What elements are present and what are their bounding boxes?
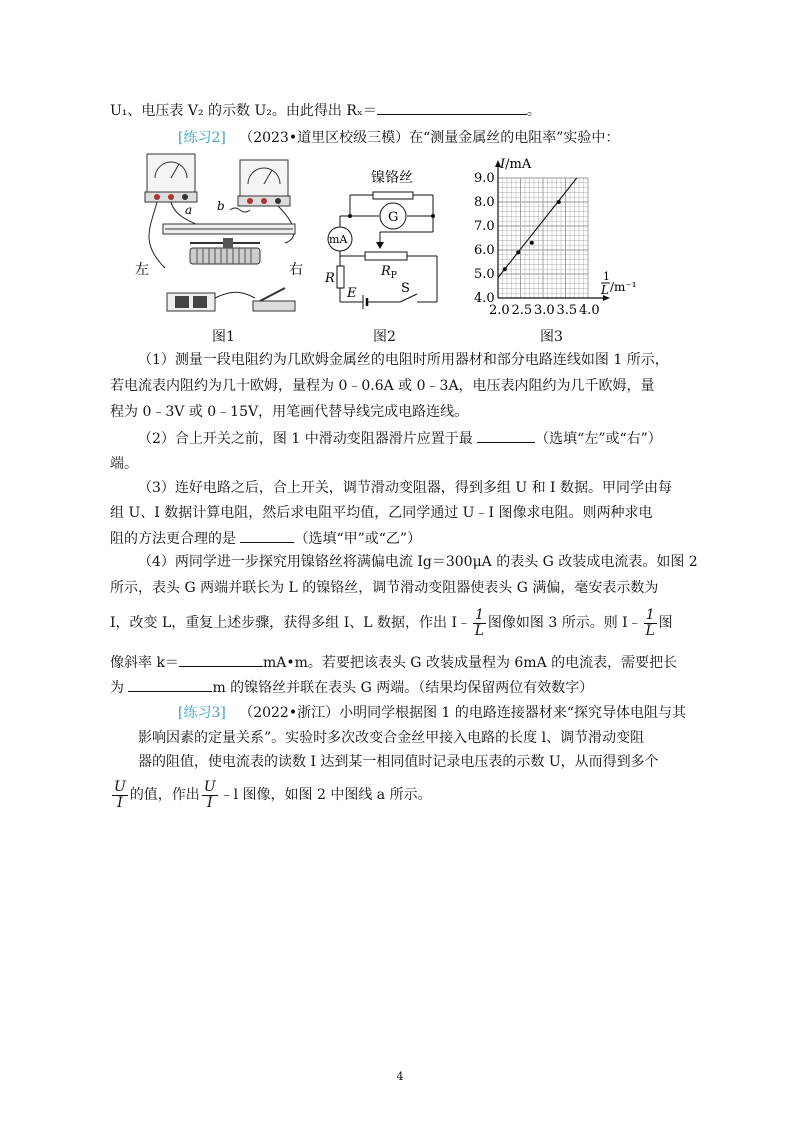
ex3-line4 xyxy=(110,776,432,814)
q2-line1 xyxy=(138,428,662,449)
data-point xyxy=(557,200,561,204)
fraction-U-over-I xyxy=(112,780,128,811)
answer-blank xyxy=(240,528,294,543)
q4-line5 xyxy=(110,677,593,698)
answer-blank xyxy=(179,652,263,667)
ex3-text-a: 的值，作出 xyxy=(129,787,200,803)
q3-hint: （选填“甲”或“乙”） xyxy=(294,531,422,547)
label-right: 右 xyxy=(289,262,303,278)
q4-line2: 所示，表头 G 两端并联长为 L 的镍铬丝，调节滑动变阻器使表头 G 满偏，毫安表示数为 xyxy=(110,580,659,596)
voltmeter xyxy=(238,160,290,206)
ex3-text-b: ﹣l 图像，如图 2 中图线 a 所示。 xyxy=(219,787,432,803)
ex3-line2: 影响因素的定量关系”。实验时多次改变合金丝甲接入电路的长度 l、调节滑动变阻 xyxy=(138,730,645,746)
nichrome-wire xyxy=(373,192,413,199)
q3-line2: 组 U、I 数据计算电阻，然后求电阻平均值，乙同学通过 U﹣I 图像求电阻。则两种求电 xyxy=(110,505,653,521)
x-tick-label: 4.0 xyxy=(579,303,600,318)
fraction-numerator: U xyxy=(114,778,126,795)
y-axis-label: I/mA xyxy=(500,157,532,172)
x-tick-label: 3.0 xyxy=(534,303,555,318)
wire-label-a: a xyxy=(185,203,193,217)
figure-1-caption: 图1 xyxy=(212,329,235,345)
figure-2-circuit xyxy=(325,170,455,310)
y-tick-label: 6.0 xyxy=(474,243,495,258)
fraction-1-over-L xyxy=(473,608,486,639)
figure-3-caption: 图3 xyxy=(540,329,563,345)
ammeter xyxy=(145,154,197,202)
exercise-tag: [练习3] xyxy=(178,705,226,721)
x-tick-label: 2.0 xyxy=(489,303,510,318)
switch xyxy=(253,288,295,311)
figure-1-apparatus xyxy=(135,148,310,323)
answer-blank xyxy=(477,428,535,443)
fraction-denominator: L xyxy=(645,622,655,639)
label-left: 左 xyxy=(135,262,149,278)
data-point xyxy=(530,241,534,245)
figure-3-graph xyxy=(458,150,638,325)
fraction-denominator: I xyxy=(117,794,123,811)
y-tick-label: 8.0 xyxy=(474,195,495,210)
data-point xyxy=(503,267,507,271)
answer-blank xyxy=(128,677,212,692)
q1-line1: （1）测量一段电阻约为几欧姆金属丝的电阻时所用器材和部分电路连线如图 1 所示， xyxy=(138,352,669,368)
svg-text:L: L xyxy=(601,283,609,297)
q4-text-end: mA•m。若要把该表头 G 改装成量程为 6mA 的电流表，需要把长 xyxy=(262,655,678,671)
x-tick-label: 3.5 xyxy=(556,303,578,318)
fraction-denominator: L xyxy=(474,622,485,639)
battery-label: E xyxy=(347,286,357,301)
exercise-3-header xyxy=(178,703,686,723)
rheostat-rp xyxy=(365,252,407,260)
q4-text-b: 图像如图 3 所示。则 I﹣ xyxy=(487,615,642,631)
q2-line2: 端。 xyxy=(110,456,138,472)
wire-label-b: b xyxy=(217,199,225,213)
q4-text-end: m 的镍铬丝并联在表头 G 两端。（结果均保留两位有效数字） xyxy=(212,680,594,696)
fraction-U-over-I xyxy=(202,780,218,811)
rheostat-rp-label: $R_P$ xyxy=(381,264,397,281)
fraction-numerator: 1 xyxy=(474,606,484,623)
top-line xyxy=(110,100,541,121)
exercise-tag: [练习2] xyxy=(178,130,226,146)
exercise-source: （2023•道里区校级三模）在“测量金属丝的电阻率”实验中： xyxy=(239,130,620,146)
q1-line2: 若电流表内阻约为几十欧姆，量程为 0﹣0.6A 或 0﹣3A，电压表内阻约为几千欧姆，量 xyxy=(110,378,655,394)
galvanometer-label: G xyxy=(388,210,399,225)
ex3-line3: 器的阻值，使电流表的读数 I 达到某一相同值时记录电压表的示数 U，从而得到多个 xyxy=(138,754,659,770)
y-tick-label: 7.0 xyxy=(474,219,495,234)
q4-text: 像斜率 k＝ xyxy=(110,655,179,671)
svg-text:/m⁻¹: /m⁻¹ xyxy=(610,280,637,294)
battery xyxy=(167,293,215,311)
q4-text: 为 xyxy=(110,680,129,696)
fit-line xyxy=(498,178,577,278)
rheostat xyxy=(190,238,260,264)
milliammeter-label: mA xyxy=(329,233,348,246)
wire-label: 镍铬丝 xyxy=(371,170,413,186)
fraction-numerator: U xyxy=(203,778,216,795)
q1-line3: 程为 0﹣3V 或 0﹣15V，用笔画代替导线完成电路连线。 xyxy=(110,404,469,420)
ex3-line1: （2022•浙江）小明同学根据图 1 的电路连接器材来“探究导体电阻与其 xyxy=(239,705,687,721)
q3-line3 xyxy=(110,528,421,549)
q4-line1: （4）两同学进一步探究用镍铬丝将满偏电流 Ig＝300μA 的表头 G 改装成电流表。如图 2 xyxy=(138,554,698,570)
x-tick-label: 2.5 xyxy=(511,303,533,318)
q3-line1: （3）连好电路之后，合上开关，调节滑动变阻器，得到多组 U 和 I 数据。甲同学由每 xyxy=(138,480,673,496)
svg-text:1: 1 xyxy=(603,270,610,283)
resistor-r-label: R xyxy=(325,271,335,286)
q2-hint: （选填“左”或“右”） xyxy=(535,431,662,447)
resistor-r xyxy=(337,266,344,288)
fraction-1-over-L xyxy=(644,608,657,639)
page-number: 4 xyxy=(396,1070,404,1083)
y-tick-label: 9.0 xyxy=(474,171,495,186)
q3-text: 阻的方法更合理的是 xyxy=(110,531,241,547)
top-line-end: 。 xyxy=(526,103,541,119)
x-axis-label xyxy=(600,270,637,297)
fraction-denominator: I xyxy=(206,794,213,811)
data-point xyxy=(516,250,520,254)
q2-text: （2）合上开关之前，图 1 中滑动变阻器滑片应置于最 xyxy=(138,431,478,447)
switch-label: S xyxy=(401,281,410,296)
figure-2-caption: 图2 xyxy=(373,329,396,345)
top-line-text: U₁、电压表 V₂ 的示数 U₂。由此得出 Rₓ＝ xyxy=(110,103,377,119)
exercise-2-header xyxy=(178,128,619,148)
fraction-numerator: 1 xyxy=(645,606,655,623)
q4-line4 xyxy=(110,652,677,673)
answer-blank xyxy=(377,100,527,115)
q4-text-a: I，改变 L，重复上述步骤，获得多组 I、L 数据，作出 I﹣ xyxy=(110,615,471,631)
q4-text-c: 图 xyxy=(658,615,673,631)
q4-line3 xyxy=(110,604,673,642)
y-tick-label: 5.0 xyxy=(474,267,495,282)
y-tick-label: 4.0 xyxy=(474,291,495,306)
